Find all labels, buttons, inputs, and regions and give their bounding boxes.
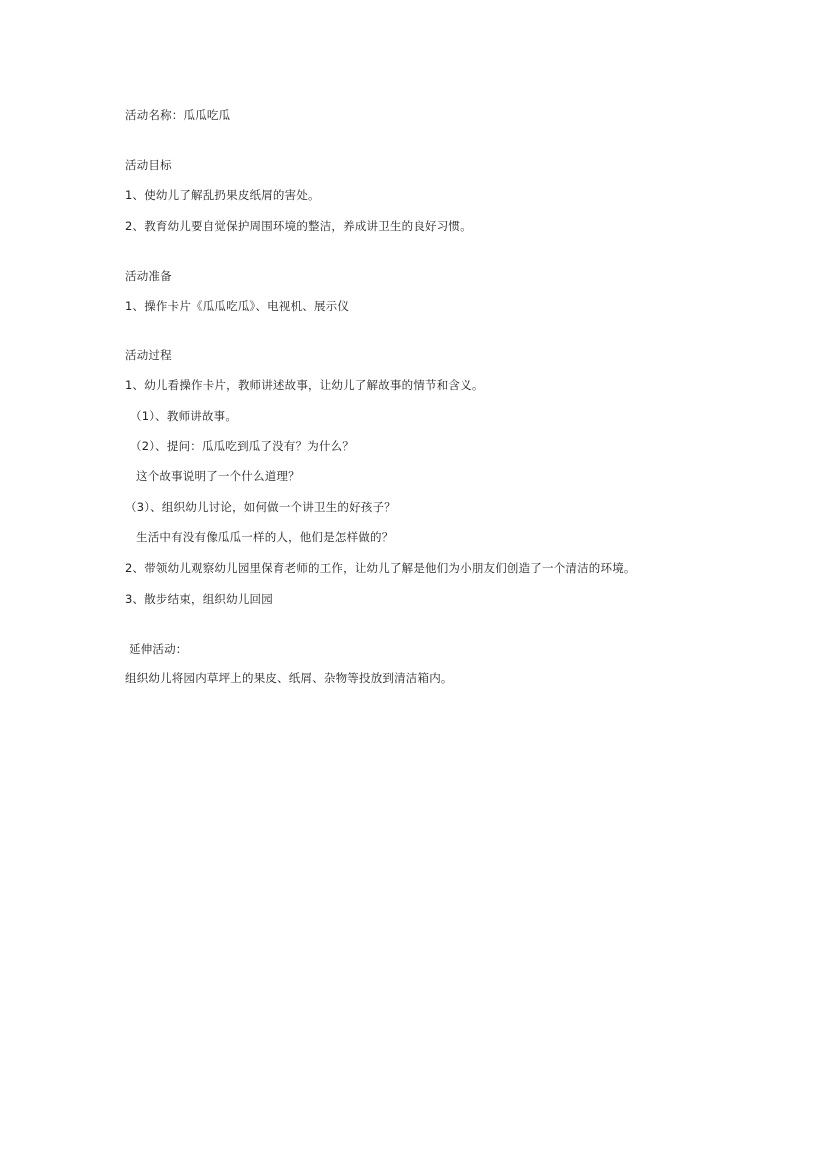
extension-heading: 延伸活动： [129, 642, 188, 656]
process-heading: 活动过程 [125, 348, 172, 362]
process-sub-2: （2）、提问：瓜瓜吃到瓜了没有？为什么？ [130, 439, 355, 453]
goal-item-1: 1、使幼儿了解乱扔果皮纸屑的害处。 [125, 188, 320, 202]
process-sub-3: （3）、组织幼儿讨论，如何做一个讲卫生的好孩子？ [125, 500, 396, 514]
extension-text: 组织幼儿将园内草坪上的果皮、纸屑、杂物等投放到清洁箱内。 [125, 671, 453, 685]
process-step-1: 1、幼儿看操作卡片，教师讲述故事，让幼儿了解故事的情节和含义。 [125, 378, 484, 392]
process-step-3: 3、散步结束，组织幼儿回园 [125, 592, 273, 606]
process-sub-1: （1）、教师讲故事。 [130, 409, 238, 423]
process-sub-3-note: 生活中有没有像瓜瓜一样的人，他们是怎样做的？ [136, 530, 394, 544]
preparation-heading: 活动准备 [125, 269, 172, 283]
process-sub-2-note: 这个故事说明了一个什么道理？ [136, 469, 300, 483]
preparation-item-1: 1、操作卡片《瓜瓜吃瓜》、电视机、展示仪 [125, 299, 350, 313]
goal-item-2: 2、教育幼儿要自觉保护周围环境的整洁，养成讲卫生的良好习惯。 [125, 219, 472, 233]
process-step-2: 2、带领幼儿观察幼儿园里保育老师的工作，让幼儿了解是他们为小朋友们创造了一个清洁的环境。 [125, 561, 636, 575]
goals-heading: 活动目标 [125, 158, 172, 172]
activity-name: 活动名称：瓜瓜吃瓜 [125, 108, 231, 122]
